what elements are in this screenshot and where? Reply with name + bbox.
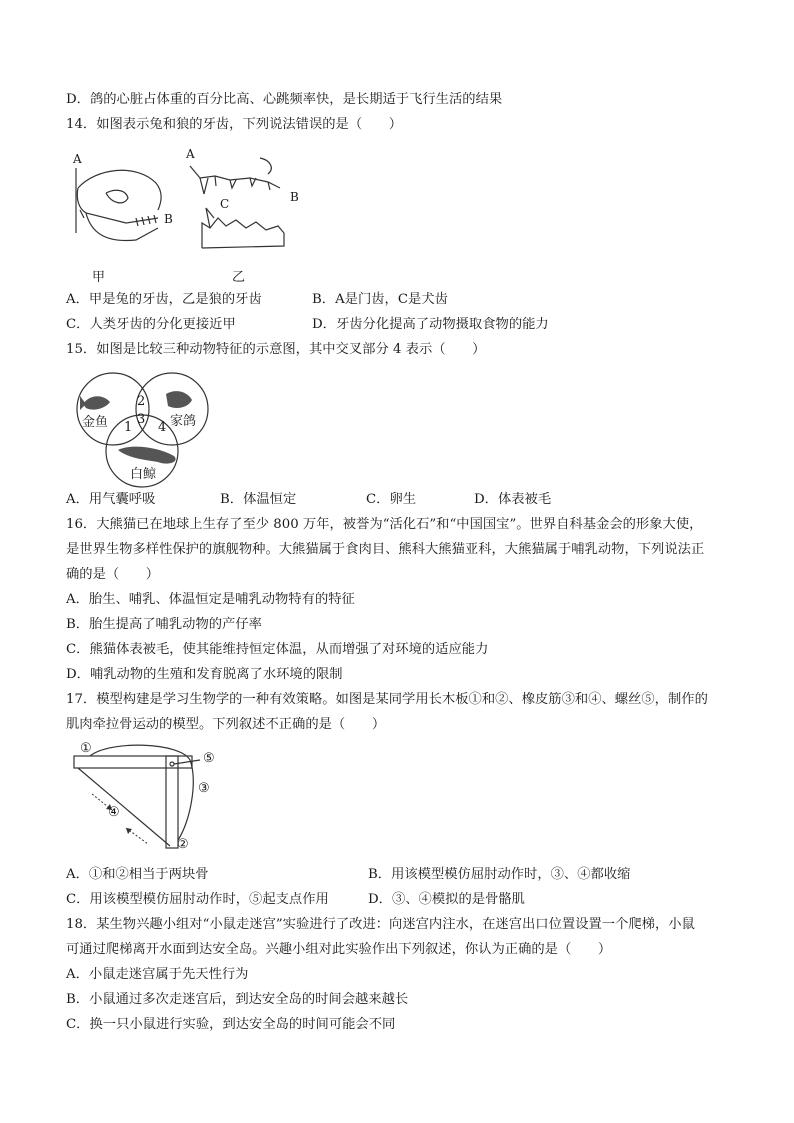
q14-caption-jia: 甲 — [92, 270, 106, 285]
q17-stem-line2: 肌肉牵拉骨运动的模型。下列叙述不正确的是（ ） — [66, 717, 386, 732]
q15-label-pigeon: 家鸽 — [170, 414, 197, 429]
q14-wolf-label-c: C — [220, 197, 230, 211]
q15-region-4: 4 — [158, 420, 167, 435]
q15-option-b: B．体温恒定 — [220, 492, 297, 507]
q14-figure-wolf-jaw — [180, 148, 300, 258]
q15-region-1: 1 — [124, 420, 133, 435]
q18-stem-line2: 可通过爬梯离开水面到达安全岛。兴趣小组对此实验作出下列叙述，你认为正确的是（ ） — [66, 942, 612, 957]
q14-stem: 14．如图表示兔和狼的牙齿，下列说法错误的是（ ） — [66, 117, 403, 132]
q14-wolf-label-a: A — [186, 147, 195, 161]
q17-label-3: ③ — [198, 781, 210, 796]
q14-option-b: B．A是门齿，C是犬齿 — [312, 292, 448, 307]
q16-stem-line1: 16．大熊猫已在地球上生存了至少 800 万年，被誉为“活化石”和“中国国宝”。世界自科基金会的形象大使， — [66, 517, 703, 532]
q14-rabbit-label-a: A — [73, 152, 82, 166]
q17-option-c: C．用该模型模仿屈肘动作时，⑤起支点作用 — [66, 892, 329, 907]
q17-option-b: B．用该模型模仿屈肘动作时，③、④都收缩 — [368, 867, 631, 882]
q15-label-goldfish: 金鱼 — [82, 415, 109, 430]
q15-label-whale: 白鲸 — [130, 467, 157, 482]
q14-option-a: A．甲是兔的牙齿，乙是狼的牙齿 — [66, 292, 262, 307]
q16-stem-line2: 是世界生物多样性保护的旗舰物种。大熊猫属于食肉目、熊科大熊猫亚科，大熊猫属于哺乳动物，下列说法正 — [66, 542, 705, 557]
q17-muscle-model-diagram — [70, 742, 220, 854]
q15-stem: 15．如图是比较三种动物特征的示意图，其中交叉部分 4 表示（ ） — [66, 342, 486, 357]
q17-label-1: ① — [80, 741, 92, 756]
q15-option-c: C．卵生 — [366, 492, 417, 507]
q15-option-a: A．用气囊呼吸 — [66, 492, 156, 507]
q14-caption-yi: 乙 — [232, 270, 246, 285]
q17-stem-line1: 17．模型构建是学习生物学的一种有效策略。如图是某同学用长木板①和②、橡皮筋③和④、螺丝⑤，制作的 — [66, 692, 708, 707]
q17-label-2: ② — [177, 837, 189, 852]
q18-stem-line1: 18．某生物兴趣小组对“小鼠走迷宫”实验进行了改进：向迷宫内注水，在迷宫出口位置设置一个爬梯，小鼠 — [66, 917, 695, 932]
q16-stem-line3: 确的是（ ） — [66, 567, 160, 582]
q16-option-c: C．熊猫体表被毛，使其能维持恒定体温，从而增强了对环境的适应能力 — [66, 642, 489, 657]
q14-figure-rabbit-skull — [66, 148, 176, 258]
q13-option-d: D．鸽的心脏占体重的百分比高、心跳频率快，是长期适于飞行生活的结果 — [66, 92, 503, 107]
q17-label-5: ⑤ — [203, 751, 215, 766]
q17-option-a: A．①和②相当于两块骨 — [66, 867, 209, 882]
q16-option-a: A．胎生、哺乳、体温恒定是哺乳动物特有的特征 — [66, 592, 355, 607]
q14-wolf-label-b: B — [290, 190, 299, 204]
q15-option-d: D．体表被毛 — [474, 492, 552, 507]
q18-option-a: A．小鼠走迷宫属于先天性行为 — [66, 967, 249, 982]
q16-option-b: B．胎生提高了哺乳动物的产仔率 — [66, 617, 262, 632]
q14-option-d: D．牙齿分化提高了动物摄取食物的能力 — [312, 317, 549, 332]
q18-option-b: B．小鼠通过多次走迷宫后，到达安全岛的时间会越来越长 — [66, 992, 409, 1007]
q16-option-d: D．哺乳动物的生殖和发育脱离了水环境的限制 — [66, 667, 343, 682]
q15-region-3: 3 — [137, 412, 146, 427]
q17-option-d: D．③、④模拟的是骨骼肌 — [368, 892, 525, 907]
q17-label-4: ④ — [108, 805, 120, 820]
q14-option-c: C．人类牙齿的分化更接近甲 — [66, 317, 236, 332]
q18-option-c: C．换一只小鼠进行实验，到达安全岛的时间可能会不同 — [66, 1017, 396, 1032]
q15-region-2: 2 — [137, 394, 146, 409]
q14-rabbit-label-b: B — [164, 212, 173, 226]
